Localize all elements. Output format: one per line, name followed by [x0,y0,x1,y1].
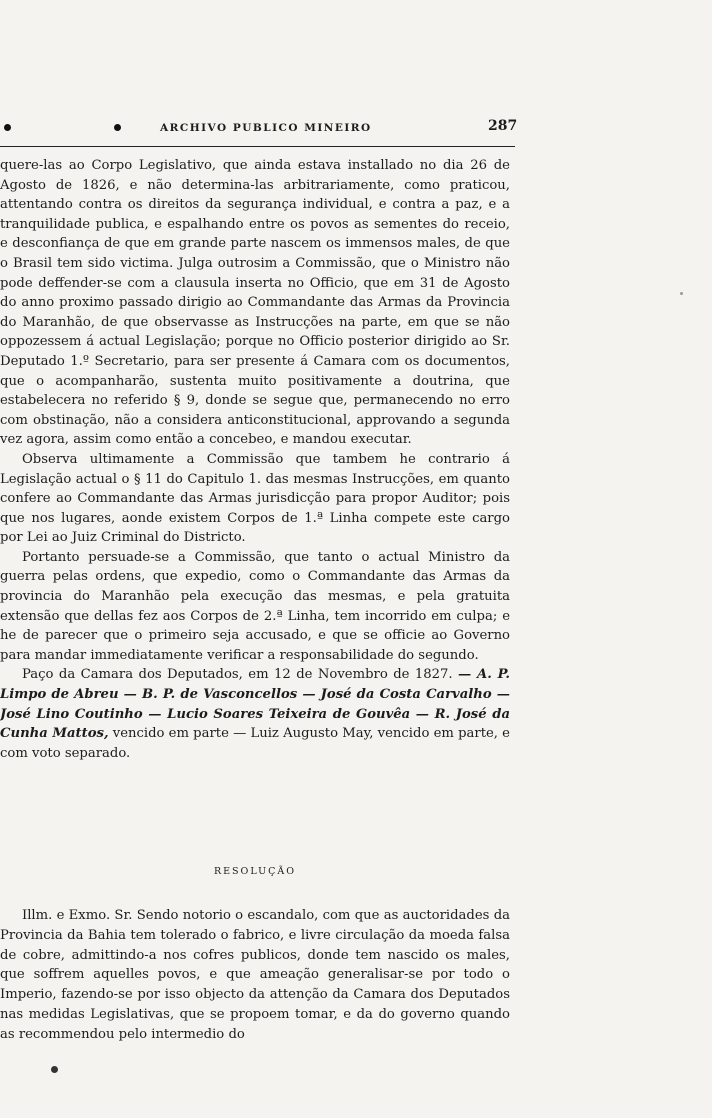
signatures: — A. P. Limpo de Abreu — B. P. de Vasconcellos — José da Costa Carvalho — José Lino Coutinho — Lucio Soares Teixeira de Gouvêa — R. José da Cunha Mattos, [0,667,511,742]
signature-paragraph [0,665,510,763]
page-number: 287 [488,118,518,134]
section-heading: RESOLUÇÃO [213,866,297,877]
header-rule [0,146,515,147]
paragraph: Portanto persuade-se a Commissão, que tanto o actual Ministro da guerra pelas ordens, que expedio, como o Commandante das Armas da provincia do Maranhão pela execução das mesmas, e pela gratuita extensão que dellas fez aos Corpos de 2.ª Linha, tem incorrido em culpa; e he de parecer que o primeiro seja accusado, e que se officie ao Governo para mandar immediatamente verificar a responsabilidade do segundo. [0,549,510,663]
paragraph: Observa ultimamente a Commissão que tambem he contrario á Legislação actual o § 11 do Capitulo 1. das mesmas Instrucções, em quanto confere ao Commandante das Armas jurisdicção para propor Auditor; pois que nos lugares, aonde existem Corpos de 1.ª Linha compete este cargo por Lei ao Juiz Criminal do Districto. [0,451,510,546]
signature-note: vencido em parte — Luiz Augusto May, vencido em parte, e com voto separado. [0,726,510,761]
bullet-ornament [114,124,121,131]
bullet-ornament [4,124,11,131]
body-text [0,156,510,763]
running-header [0,118,520,142]
paragraph: Illm. e Exmo. Sr. Sendo notorio o escandalo, com que as auctoridades da Provincia da Bahia tem tolerado o fabrico, e livre circulação da moeda falsa de cobre, admittindo-a nos cofres publicos, donde tem nascido os males, que soffrem aquelles povos, e que ameação generalisar-se por todo o Imperio, fazendo-se por isso objecto da attenção da Camara dos Deputados nas medidas Legislativas, que se propoem tomar, e da do governo quando as recommendou pelo intermedio do [0,908,510,1042]
paragraph: quere-las ao Corpo Legislativo, que ainda estava installado no dia 26 de Agosto de 1826, e não determina-las arbitrariamente, como praticou, attentando contra os direitos da segurança individual, e contra a paz, e a tranquilidade publica, e espalhando entre os povos as sementes do receio, e desconfiança de que em grande parte nascem os immensos males, de que o Brasil tem sido victima. Julga outrosim a Commissão, que o Ministro não pode deffender-se com a clausula inserta no Officio, que em 31 de Agosto do anno proximo passado dirigio ao Commandante das Armas da Provincia do Maranhão, de que observasse as Instrucções na parte, em que se não oppozessem á actual Legislação; porque no Officio posterior dirigido ao Sr. Deputado 1.º Secretario, para ser presente á Camara com os documentos, que o acompanharão, sustenta muito positivamente a doutrina, que estabelecera no referido § 9, donde se segue que, permanecendo no erro com obstinação, não a considera anticonstitucional, approvando a segunda vez agora, assim como então a concebeo, e mandou executar. [0,158,510,448]
ink-spot [51,1066,58,1073]
running-title: ARCHIVO PUBLICO MINEIRO [160,122,372,134]
resolution-text [0,906,510,1045]
date-line: Paço da Camara dos Deputados, em 12 de Novembro de 1827. [22,667,453,683]
ink-spot [680,292,683,295]
